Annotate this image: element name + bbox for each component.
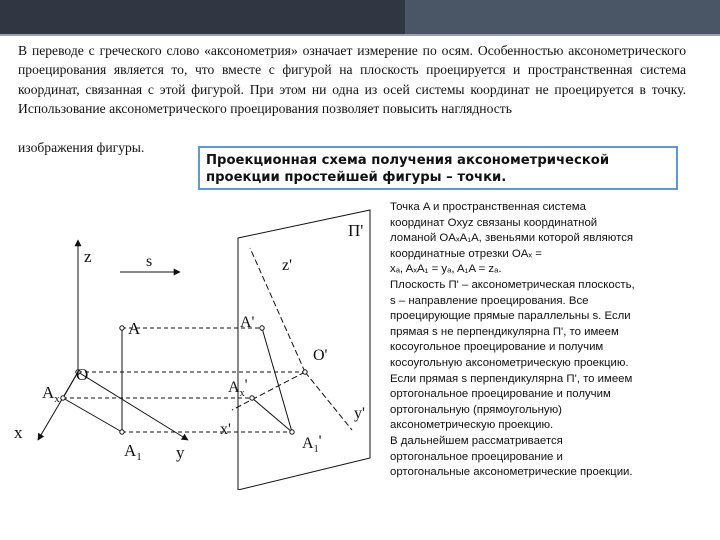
y-axis bbox=[78, 372, 188, 440]
label-Ax: $A_x$ bbox=[42, 383, 60, 405]
description-line: координатные отрезки OAₓ = bbox=[390, 247, 542, 260]
label-O: O bbox=[76, 365, 89, 384]
label-A: A bbox=[128, 319, 141, 338]
label-Ax-prime: $A_x'$ bbox=[228, 377, 248, 399]
intro-paragraph-end: изображения фигуры. bbox=[18, 140, 145, 155]
caption-line-1: Проекционная схема получения аксонометрической bbox=[206, 153, 610, 168]
description-line: s – направление проецирования. Все bbox=[390, 294, 589, 307]
segment-Ax-A1 bbox=[63, 398, 122, 432]
projection-diagram bbox=[0, 190, 390, 490]
label-A1: $A_1$ bbox=[124, 441, 142, 463]
label-z: z bbox=[84, 247, 92, 266]
segment-Ax-A1-prime bbox=[252, 398, 292, 432]
point-A1 bbox=[120, 430, 124, 434]
description-line: координат Oxyz связаны координатной bbox=[390, 216, 598, 229]
segment-A1-A-prime bbox=[262, 328, 292, 432]
description-line: прямая s не перпендикулярна П', то имеем bbox=[390, 325, 619, 338]
label-s: s bbox=[146, 253, 153, 270]
description-line: ортогональные аксонометрические проекции. bbox=[390, 466, 633, 479]
point-Ax bbox=[61, 396, 65, 400]
title-bar-divider bbox=[0, 34, 720, 36]
label-O-prime: O' bbox=[313, 347, 328, 364]
point-Ax-prime bbox=[250, 396, 254, 400]
label-x-prime: x' bbox=[220, 421, 231, 438]
label-A1-prime: $A_1'$ bbox=[302, 433, 322, 455]
point-A1-prime bbox=[290, 430, 294, 434]
description-line: проецирующие прямые параллельны s. Если bbox=[390, 310, 631, 323]
label-z-prime: z' bbox=[282, 257, 292, 274]
label-y: y bbox=[176, 443, 185, 462]
description-line: Точка A и пространственная система bbox=[390, 201, 586, 213]
z-prime-axis bbox=[250, 248, 305, 372]
description-line: косоугольное проецирование и получим bbox=[390, 341, 604, 354]
description-line: ломаной OAₓA₁A, звеньями которой являются bbox=[390, 232, 634, 245]
point-A bbox=[120, 326, 124, 330]
label-y-prime: y' bbox=[354, 405, 365, 422]
point-A-prime bbox=[260, 326, 264, 330]
label-A-prime: A' bbox=[240, 314, 255, 331]
description-line: В дальнейшем рассматривается bbox=[390, 434, 563, 447]
intro-paragraph: В переводе с греческого слово «аксонометрия» означает измерение по осям. Особенностью аксонометрического проецирования является то, что вместе с фигурой на плоскость проецируется и пространственная система координат, связанная с этой фигурой. При этом ни одна из осей системы координат не проецируется в точку. Использование аксонометрического проецирования позволяет повысить наглядность bbox=[18, 43, 686, 117]
caption-box bbox=[198, 146, 678, 190]
description-line: Если прямая s перпендикулярна П', то имеем bbox=[390, 372, 633, 385]
title-bar-accent bbox=[405, 0, 720, 34]
y-prime-axis bbox=[305, 372, 352, 430]
label-Pi: П' bbox=[348, 221, 364, 240]
description-line: аксонометрическую проекцию. bbox=[390, 419, 554, 432]
description-line: ортогональную (прямоугольную) bbox=[390, 403, 562, 416]
description-text bbox=[390, 200, 690, 481]
description-line: косоугольную аксонометрическую проекцию. bbox=[390, 356, 629, 369]
point-O-prime bbox=[303, 370, 307, 374]
label-x: x bbox=[14, 423, 23, 442]
caption-line-2: проекции простейшей фигуры – точки. bbox=[206, 170, 507, 185]
description-line: ортогональное проецирование и bbox=[390, 450, 563, 463]
description-line: xₐ, AₓA₁ = yₐ, A₁A = zₐ. bbox=[390, 263, 502, 276]
description-line: Плоскость П' – аксонометрическая плоскость, bbox=[390, 278, 635, 291]
description-line: ортогональное проецирование и получим bbox=[390, 388, 611, 401]
